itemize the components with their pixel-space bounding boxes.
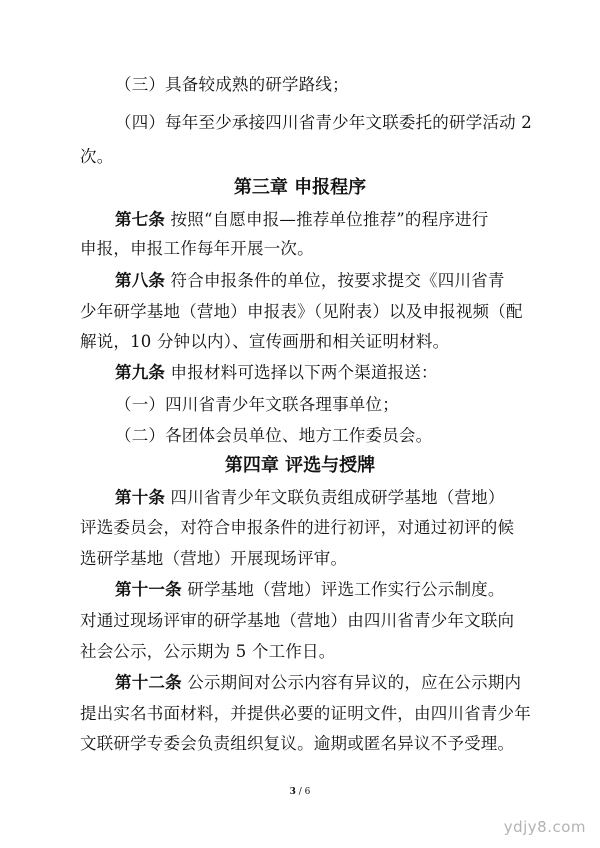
list-item-4: （四）每年至少承接四川省青少年文联委托的研学活动 2 (115, 113, 532, 132)
article-8-cont-1: 少年研学基地（营地）申报表》（见附表）以及申报视频（配 (80, 302, 523, 321)
chapter-3-heading: 第三章 申报程序 (233, 177, 367, 198)
article-label: 第十一条 (115, 580, 182, 599)
article-7 (115, 209, 565, 231)
article-label: 第十二条 (115, 673, 182, 692)
article-label: 第十条 (115, 488, 166, 507)
article-text: 申报材料可选择以下两个渠道报送： (165, 363, 438, 382)
article-text: 公示期间对公示内容有异议的，应在公示期内 (181, 673, 522, 692)
page-separator: / (295, 787, 305, 797)
article-text: 研学基地（营地）评选工作实行公示制度。 (181, 580, 505, 599)
page-current: 3 (289, 787, 296, 797)
article-12-cont-2: 文联研学专委会负责组织复议。逾期或匿名异议不予受理。 (80, 734, 515, 753)
article-11-cont-1: 对通过现场评审的研学基地（营地）由四川省青少年文联向 (80, 611, 515, 630)
page-total: 6 (304, 787, 311, 797)
article-text: 四川省青少年文联负责组成研学基地（营地） (165, 488, 505, 507)
chapter-4-heading: 第四章 评选与授牌 (224, 455, 376, 476)
article-8 (115, 270, 565, 292)
list-item-4-cont: 次。 (80, 147, 114, 166)
article-label: 第八条 (115, 271, 166, 290)
article-12 (115, 672, 565, 694)
channel-item-1: （一）四川省青少年文联各理事单位； (115, 395, 399, 414)
article-text: 按照“自愿申报—推荐单位推荐”的程序进行 (165, 210, 489, 229)
article-label: 第七条 (115, 210, 166, 229)
article-9 (115, 362, 565, 384)
article-8-cont-2: 解说，10 分钟以内）、宣传画册和相关证明材料。 (80, 332, 450, 351)
article-10 (115, 487, 565, 509)
article-10-cont-2: 选研学基地（营地）开展现场评审。 (80, 549, 348, 568)
list-item-3: （三）具备较成熟的研学路线； (115, 75, 349, 94)
article-11-cont-2: 社会公示，公示期为 5 个工作日。 (80, 642, 336, 661)
site-watermark: ydjy8.com (503, 818, 586, 836)
article-label: 第九条 (115, 363, 166, 382)
article-11 (115, 579, 565, 601)
article-text: 符合申报条件的单位，按要求提交《四川省青 (165, 271, 505, 290)
channel-item-2: （二）各团体会员单位、地方工作委员会。 (115, 426, 433, 445)
article-7-cont: 申报，申报工作每年开展一次。 (80, 239, 314, 258)
page-number (0, 786, 600, 798)
article-10-cont-1: 评选委员会，对符合申报条件的进行初评，对通过初评的候 (80, 518, 515, 537)
article-12-cont-1: 提出实名书面材料，并提供必要的证明文件，由四川省青少年 (80, 704, 531, 723)
